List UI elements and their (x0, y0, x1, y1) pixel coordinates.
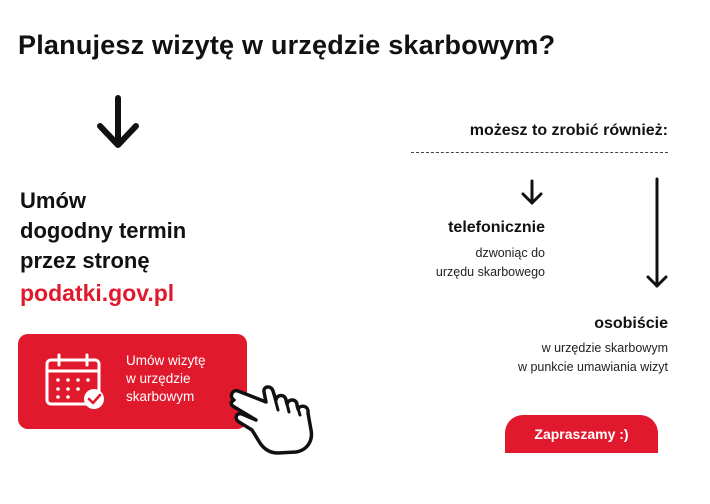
phone-option-line: dzwoniąc do (475, 246, 545, 260)
phone-option-line: urzędu skarbowego (435, 265, 545, 279)
in-person-option-description (440, 339, 668, 377)
invite-badge: Zapraszamy :) (505, 415, 658, 453)
arrow-down-icon (94, 96, 142, 150)
instruction-line: przez stronę (20, 248, 150, 273)
dashed-divider (411, 152, 668, 153)
arrow-down-icon (520, 180, 544, 206)
instruction-line: Umów (20, 188, 86, 213)
in-person-option-line: w urzędzie skarbowym (541, 341, 668, 355)
page-title: Planujesz wizytę w urzędzie skarbowym? (18, 30, 556, 60)
calendar-check-icon (44, 355, 106, 411)
book-visit-label-line: skarbowym (126, 389, 195, 404)
arrow-down-icon (645, 178, 669, 290)
website-link[interactable]: podatki.gov.pl (20, 280, 175, 306)
alternatives-heading: możesz to zrobić również: (469, 122, 668, 139)
book-visit-label[interactable] (126, 352, 241, 406)
book-visit-label-line: Umów wizytę (126, 353, 206, 368)
book-visit-label-line: w urzędzie (126, 371, 191, 386)
pointing-hand-icon (226, 380, 330, 456)
phone-option-description (360, 244, 545, 282)
booking-instruction (20, 186, 186, 308)
phone-option-title: telefonicznie (448, 219, 545, 236)
instruction-line: dogodny termin (20, 218, 187, 243)
in-person-option-line: w punkcie umawiania wizyt (517, 360, 668, 374)
in-person-option-title: osobiście (594, 315, 668, 332)
